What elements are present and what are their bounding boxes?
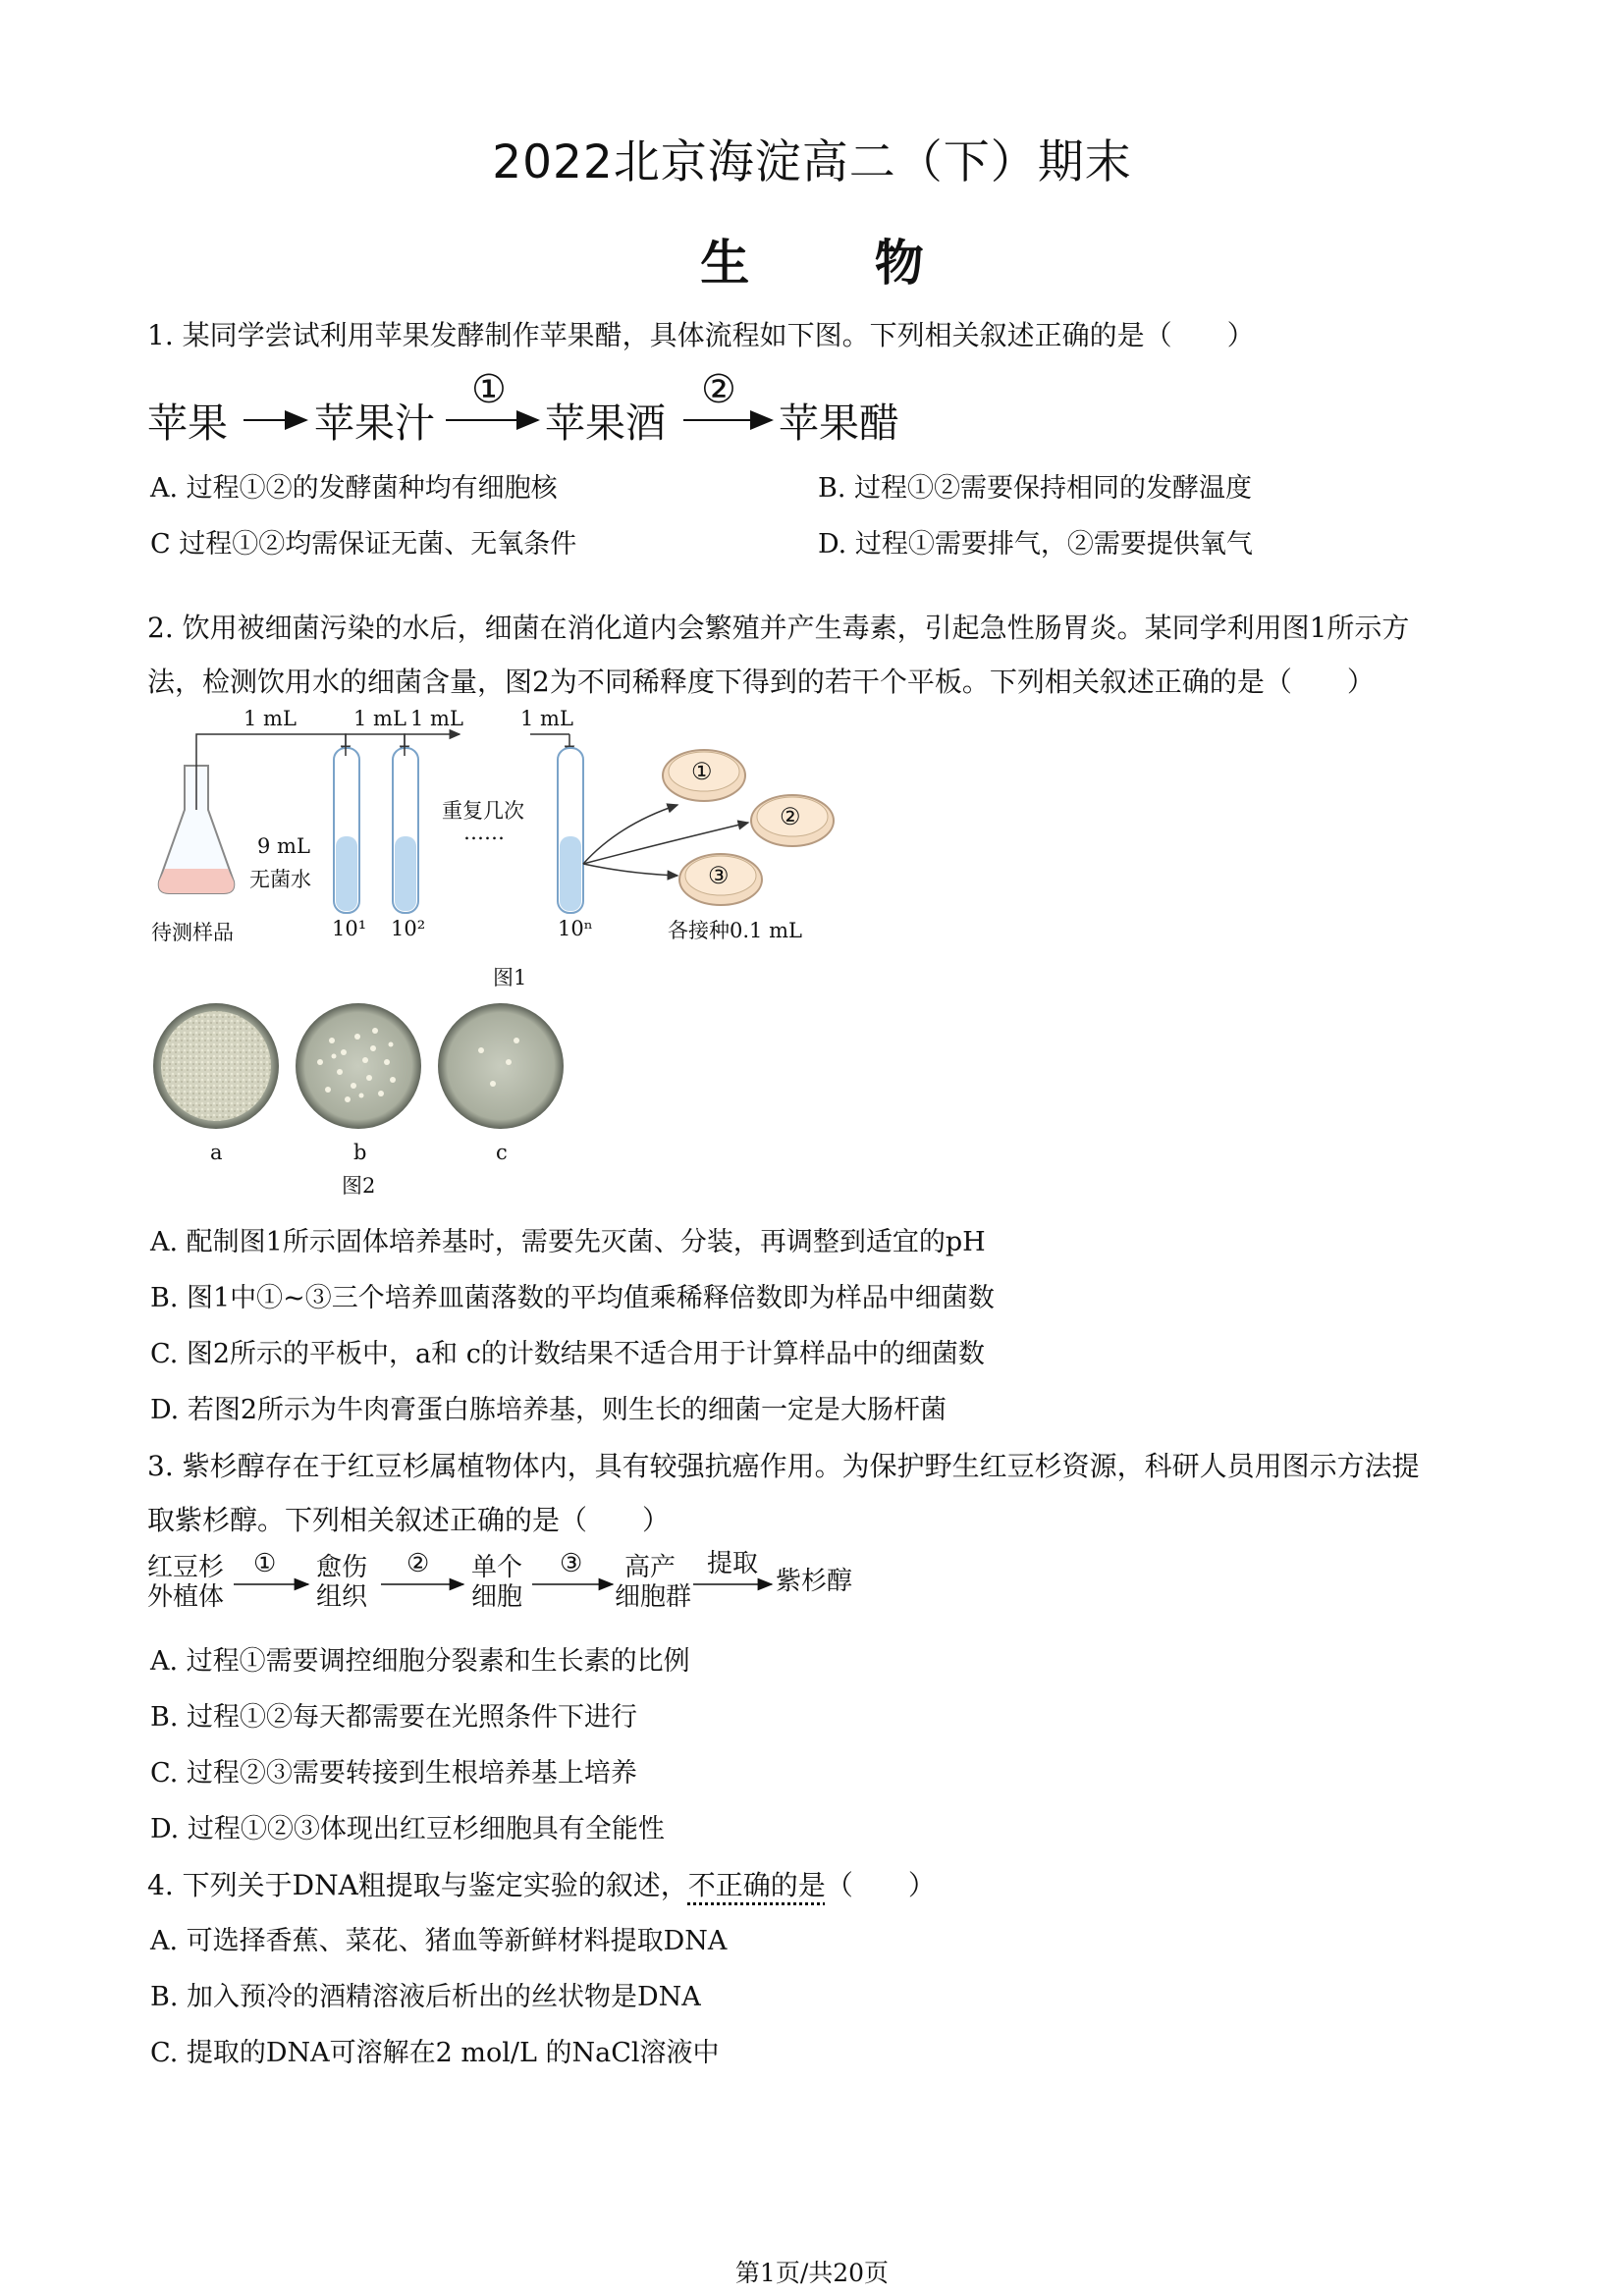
q4-stem-post: （ ）: [825, 1869, 936, 1901]
fig2-caption: 图2: [342, 1174, 376, 1198]
fig1-vol-4: 1 mL: [520, 707, 573, 730]
q3-node-3b: 细胞: [471, 1582, 523, 1612]
q3-mark-3: ③: [560, 1549, 583, 1578]
q1-option-b: B. 过程①②需要保持相同的发酵温度: [818, 473, 1253, 504]
q3-node-5: 紫杉醇: [776, 1567, 853, 1596]
fig1-inoculate-label: 各接种0.1 mL: [668, 919, 802, 942]
q3-flow-arrows: [147, 1553, 913, 1622]
q4-stem: [147, 1858, 1483, 1913]
q3-stem-line1: 3. 紫杉醇存在于红豆杉属植物体内，具有较强抗癌作用。为保护野生红豆杉资源，科研人员用图示方法提: [147, 1450, 1420, 1482]
q4-option-b: B. 加入预冷的酒精溶液后析出的丝状物是DNA: [150, 1982, 701, 2012]
q3-mark-1: ①: [253, 1549, 277, 1578]
fig1-tube-n: 10ⁿ: [558, 917, 593, 940]
q3-stem-line2: 取紫杉醇。下列相关叙述正确的是（ ）: [147, 1504, 671, 1536]
q3-node-4b: 细胞群: [615, 1582, 692, 1612]
fig1-caption: 图1: [493, 966, 527, 989]
fig1-plate-2: ②: [780, 803, 801, 830]
figure-1: [147, 707, 835, 989]
fig1-vol-3: 1 mL: [410, 707, 463, 730]
fig1-tube-2: 10²: [391, 917, 426, 940]
q1-flow-wine: 苹果酒: [545, 400, 666, 447]
q4-stem-pre: 4. 下列关于DNA粗提取与鉴定实验的叙述，: [147, 1869, 688, 1901]
q3-option-a: A. 过程①需要调控细胞分裂素和生长素的比例: [150, 1646, 690, 1677]
fig1-plate-3: ③: [708, 862, 730, 889]
figure-2: [147, 1001, 579, 1198]
q3-node-2b: 组织: [316, 1582, 368, 1612]
fig2-label-c: c: [496, 1141, 508, 1164]
fig1-ellipsis: ……: [463, 821, 505, 844]
q2-option-b: B. 图1中①~③三个培养皿菌落数的平均值乘稀释倍数即为样品中细菌数: [150, 1283, 995, 1313]
q1-flow-apple: 苹果: [147, 400, 228, 447]
page-number: 第1页/共20页: [734, 2259, 890, 2287]
page-title: 2022北京海淀高二（下）期末: [492, 135, 1132, 189]
q3-node-2a: 愈伤: [316, 1553, 368, 1582]
q1-stem: 1. 某同学尝试利用苹果发酵制作苹果醋，具体流程如下图。下列相关叙述正确的是（ ）: [147, 319, 1255, 351]
fig1-water-label: 无菌水: [249, 868, 311, 891]
q3-mark-4: 提取: [707, 1549, 759, 1578]
fig1-vol-1: 1 mL: [244, 707, 297, 730]
q4-option-c: C. 提取的DNA可溶解在2 mol/L 的NaCl溶液中: [150, 2038, 720, 2068]
q1-flow-mark-1: ①: [471, 367, 507, 412]
q1-flow-juice: 苹果汁: [314, 400, 435, 447]
q3-option-d: D. 过程①②③体现出红豆杉细胞具有全能性: [150, 1814, 665, 1844]
figure-2-plates: [147, 1001, 579, 1139]
q1-flow-vinegar: 苹果醋: [779, 400, 899, 447]
fig1-vol-2: 1 mL: [353, 707, 406, 730]
q1-option-c: C 过程①②均需保证无菌、无氧条件: [150, 529, 577, 560]
q4-stem-emphasis: 不正确的是: [687, 1869, 826, 1901]
fig2-label-a: a: [210, 1141, 223, 1164]
subject-heading: 生 物: [700, 235, 924, 292]
fig1-sample-label: 待测样品: [151, 921, 234, 944]
q3-option-c: C. 过程②③需要转接到生根培养基上培养: [150, 1758, 637, 1789]
q2-stem-line1: 2. 饮用被细菌污染的水后，细菌在消化道内会繁殖并产生毒素，引起急性肠胃炎。某同学利用图1所示方: [147, 612, 1410, 644]
q3-node-1b: 外植体: [147, 1582, 225, 1612]
q3-node-3a: 单个: [471, 1553, 523, 1582]
q2-option-c: C. 图2所示的平板中，a和 c的计数结果不适合用于计算样品中的细菌数: [150, 1339, 985, 1369]
q1-flow-arrows: [0, 0, 1624, 471]
fig1-plate-1: ①: [691, 758, 713, 785]
fig2-label-b: b: [353, 1141, 367, 1164]
q1-flow-mark-2: ②: [701, 367, 736, 412]
q3-option-b: B. 过程①②每天都需要在光照条件下进行: [150, 1702, 638, 1733]
q3-mark-2: ②: [406, 1549, 430, 1578]
fig1-tube-1: 10¹: [332, 917, 367, 940]
q2-option-d: D. 若图2所示为牛肉膏蛋白胨培养基，则生长的细菌一定是大肠杆菌: [150, 1395, 947, 1425]
q2-stem-line2: 法，检测饮用水的细菌含量，图2为不同稀释度下得到的若干个平板。下列相关叙述正确的是（ ）: [147, 666, 1375, 698]
q3-node-1a: 红豆杉: [147, 1553, 225, 1582]
q2-option-a: A. 配制图1所示固体培养基时，需要先灭菌、分装，再调整到适宜的pH: [150, 1227, 986, 1257]
q4-option-a: A. 可选择香蕉、菜花、猪血等新鲜材料提取DNA: [150, 1926, 728, 1956]
q3-flow-diagram: [147, 1549, 913, 1622]
q1-option-d: D. 过程①需要排气，②需要提供氧气: [818, 529, 1253, 560]
q3-node-4a: 高产: [624, 1553, 677, 1582]
fig1-water-volume: 9 mL: [257, 834, 310, 858]
q1-option-a: A. 过程①②的发酵菌种均有细胞核: [150, 473, 558, 504]
fig1-repeat: 重复几次: [442, 799, 524, 823]
